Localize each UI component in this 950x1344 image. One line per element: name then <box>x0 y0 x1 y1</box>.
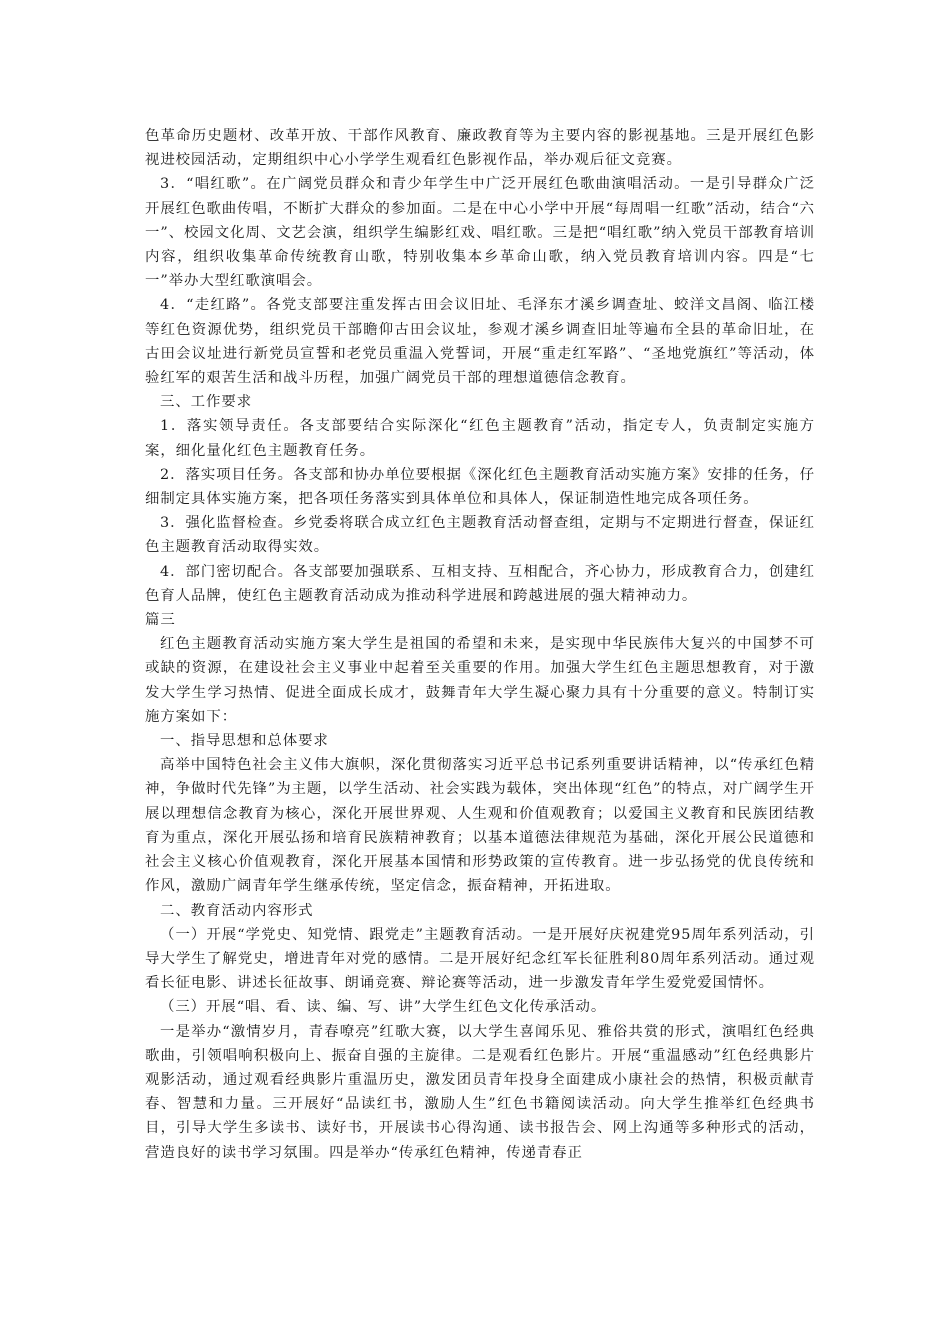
section-heading-work-requirements: 三、工作要求 <box>160 394 253 411</box>
paragraph-activity-three-body: 一是举办“激情岁月，青春嘹亮”红歌大赛，以大学生喜闻乐见、雅俗共赏的形式，演唱红色经典歌曲，引领唱响积极向上、振奋自强的主旋律。二是观看红色影片。开展“重温感动”红色经典影片观影活动，通过观看经典影片重温历史，激发团员青年投身全面建成小康社会的热情，积极贡献青春、智慧和力量。三开展好“品读红书，激励人生”红色书籍阅读活动。向大学生推举红色经典书目，引导大学生多读书、读好书，开展读书心得沟通、读书报告会、网上沟通等多种形式的活动，营造良好的读书学习氛围。四是举办“传承红色精神，传递青春正 <box>145 1023 815 1161</box>
paragraph-requirement-1: 1．落实领导责任。各支部要结合实际深化“红色主题教育”活动，指定专人，负责制定实施方案，细化量化红色主题教育任务。 <box>145 418 815 459</box>
section-heading-guiding-thought: 一、指导思想和总体要求 <box>160 733 329 750</box>
paragraph-intro: 红色主题教育活动实施方案大学生是祖国的希望和未来，是实现中华民族伟大复兴的中国梦不可或缺的资源，在建设社会主义事业中起着至关重要的作用。加强大学生红色主题思想教育，对于激发大学生学习热情、促进全面成长成才，鼓舞青年大学生凝心聚力具有十分重要的意义。特制订实施方案如下： <box>145 636 815 725</box>
paragraph-continuation: 色革命历史题材、改革开放、干部作风教育、廉政教育等为主要内容的影视基地。三是开展红色影视进校园活动，定期组织中心小学学生观看红色影视作品，举办观后征文竞赛。 <box>145 128 815 169</box>
paragraph-activity-three-heading: （三）开展“唱、看、读、编、写、讲”大学生红色文化传承活动。 <box>160 999 607 1016</box>
paragraph-requirement-3: 3．强化监督检查。乡党委将联合成立红色主题教育活动督查组，定期与不定期进行督查，保证红色主题教育活动取得实效。 <box>145 515 815 556</box>
section-heading-activity-content: 二、教育活动内容形式 <box>160 902 314 919</box>
paragraph-sing-red-songs: 3．“唱红歌”。在广阔党员群众和青少年学生中广泛开展红色歌曲演唱活动。一是引导群众广泛开展红色歌曲传唱，不断扩大群众的参加面。二是在中心小学中开展“每周唱一红歌”活动，结合“六一”、校园文化周、文艺会演，组织学生编影红戏、唱红歌。三是把“唱红歌”纳入党员干部教育培训内容，组织收集革命传统教育山歌，特别收集本乡革命山歌，纳入党员教育培训内容。四是“七一”举办大型红歌演唱会。 <box>145 176 815 290</box>
paragraph-walk-red-road: 4．“走红路”。各党支部要注重发挥古田会议旧址、毛泽东才溪乡调查址、蛟洋文昌阁、临江楼等红色资源优势，组织党员干部瞻仰古田会议址，参观才溪乡调查旧址等遍布全县的革命旧址，在古田会议址进行新党员宣誓和老党员重温入党誓词，开展“重走红军路”、“圣地党旗红”等活动，体验红军的艰苦生活和战斗历程，加强广阔党员干部的理想道德信念教育。 <box>145 297 815 387</box>
paragraph-activity-one: （一）开展“学党史、知党情、跟党走”主题教育活动。一是开展好庆祝建党95周年系列活动，引导大学生了解党史，增进青年对党的感情。二是开展好纪念红军长征胜利80周年系列活动。通过观看长征电影、讲述长征故事、朗诵竞赛、辩论赛等活动，进一步激发青年学生爱党爱国情怀。 <box>145 926 815 992</box>
chapter-heading-part-three: 篇三 <box>145 612 176 629</box>
paragraph-requirement-2: 2．落实项目任务。各支部和协办单位要根据《深化红色主题教育活动实施方案》安排的任务，仔细制定具体实施方案，把各项任务落实到具体单位和具体人，保证制造性地完成各项任务。 <box>145 466 815 508</box>
document-page <box>145 124 815 1165</box>
paragraph-requirement-4: 4．部门密切配合。各支部要加强联系、互相支持、互相配合，齐心协力，形成教育合力，创建红色育人品牌，使红色主题教育活动成为推动科学进展和跨越进展的强大精神动力。 <box>145 563 815 604</box>
paragraph-guiding-thought: 高举中国特色社会主义伟大旗帜，深化贯彻落实习近平总书记系列重要讲话精神，以“传承红色精神，争做时代先锋”为主题，以学生活动、社会实践为载体，突出体现“红色”的特点，对广阔学生开展以理想信念教育为核心，深化开展世界观、人生观和价值观教育；以爱国主义教育和民族团结教育为重点，深化开展弘扬和培育民族精神教育；以基本道德法律规范为基础，深化开展公民道德和社会主义核心价值观教育，深化开展基本国情和形势政策的宣传教育。进一步弘扬党的优良传统和作风，激励广阔青年学生继承传统，坚定信念，振奋精神，开拓进取。 <box>145 757 815 895</box>
